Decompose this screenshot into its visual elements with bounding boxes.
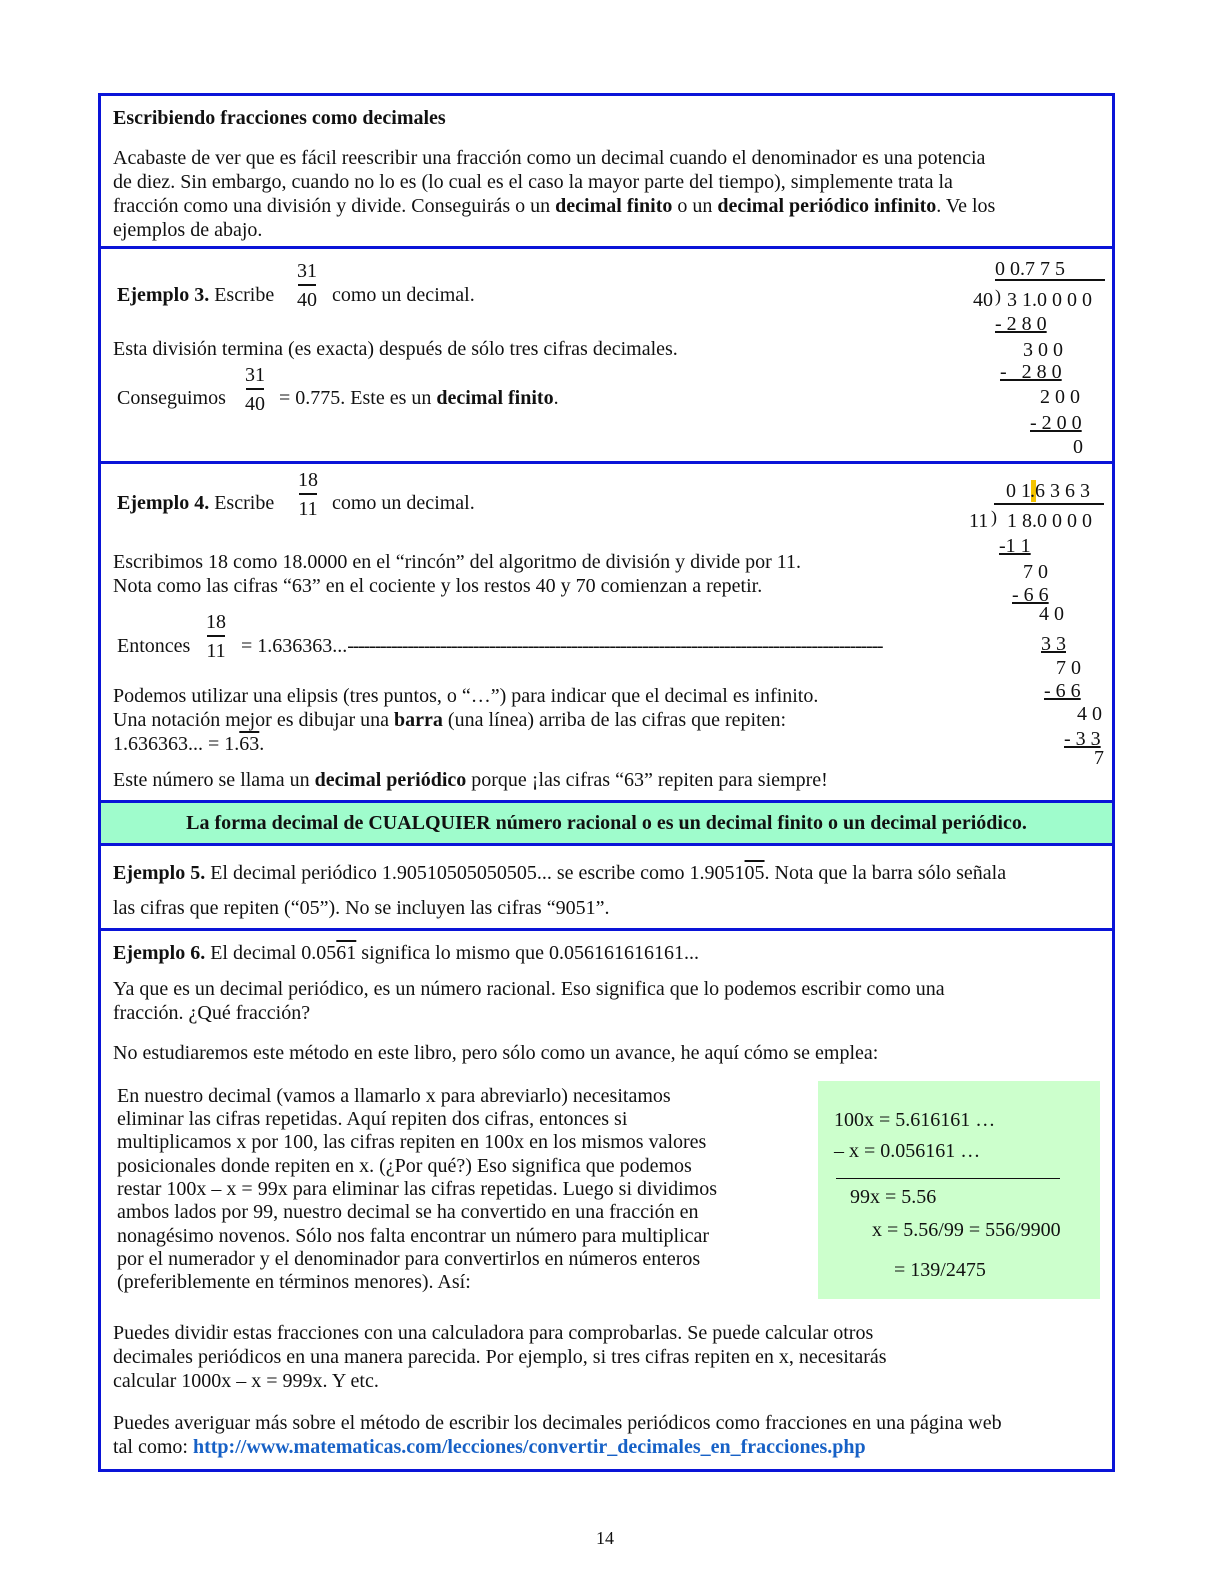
intro-line-1: Acabaste de ver que es fácil reescribir una fracción como un decimal cuando el denominador es una potencia xyxy=(113,147,986,169)
example-4-section: Ejemplo 4. Escribe 18 11 como un decimal. Escribimos 18 como 18.0000 en el “rincón” del algoritmo de división y divide por 11. Nota como las cifras “63” en el cociente y los restos 40 y 70 comienzan a repetir. Entonces 18 11 = 1.636363...-------------------------------------------------------------------------------------------------- Podemos utilizar una elipsis (tres puntos, o “…”) para indicar que el decimal es infinito. Una notación mejor es dibujar una barra (una línea) arriba de las cifras que repiten: 1.636363... = 1.63. Este número se llama un decimal periódico porque ¡las cifras “63” repiten para siempre! 0 1 .6 3 6 3 11 ) 1 8.0 0 0 0 -1 1 7 0 - 6 6 4 0 3 3 7 0 - 6 6 4 0 - 3 3 7 xyxy=(101,464,1112,803)
example-5-line1: Ejemplo 5. El decimal periódico 1.90510505050505... se escribe como 1.905105. Nota que la barra sólo señala xyxy=(113,862,1007,884)
fraction-31-40: 31 40 xyxy=(297,260,317,311)
example-6-p2-line1: Ya que es un decimal periódico, es un número racional. Eso significa que lo podemos escribir como una xyxy=(113,978,945,1000)
example-6-p4-line3: calcular 1000x – x = 999x. Y etc. xyxy=(113,1370,379,1392)
fraction-18-11-then: 18 11 xyxy=(206,611,226,662)
intro-line-2: de diez. Sin embargo, cuando no lo es (lo cual es el caso la mayor parte del tiempo), simplemente trata la xyxy=(113,171,953,193)
intro-section xyxy=(101,96,1112,249)
example-3-line2: Esta división termina (es exacta) después de sólo tres cifras decimales. xyxy=(113,338,678,360)
example-4-line6: Una notación mejor es dibujar una barra (una línea) arriba de las cifras que repiten: xyxy=(113,709,787,731)
key-fact-callout: La forma decimal de CUALQUIER número racional o es un decimal finito o un decimal periódico. xyxy=(101,803,1112,846)
example-3-section: Ejemplo 3. Escribe 31 40 como un decimal. Esta división termina (es exacta) después de sólo tres cifras decimales. Conseguimos 31 40 = 0.775. Este es un decimal finito. 0 0.7 7 5 40 ) 3 1.0 0 0 0 - 2 8 0 3 0 0 - 2 8 0 2 0 0 - 2 0 0 0 xyxy=(101,249,1112,464)
example-6-p2-line2: fracción. ¿Qué fracción? xyxy=(113,1002,311,1024)
intro-line-4: ejemplos de abajo. xyxy=(113,219,263,241)
section-title: Escribiendo fracciones como decimales xyxy=(113,107,446,129)
example-4-then-pre: Entonces xyxy=(117,635,191,657)
reference-link[interactable]: http://www.matematicas.com/lecciones/convertir_decimales_en_fracciones.php xyxy=(192,1436,866,1458)
intro-line-3: fracción como una división y divide. Conseguirás o un decimal finito o un decimal periódico infinito. Ve los xyxy=(113,195,996,217)
example-4-line8: Este número se llama un decimal periódico porque ¡las cifras “63” repiten para siempre! xyxy=(113,769,828,791)
example-3-post: como un decimal. xyxy=(332,284,475,306)
example-4-post: como un decimal. xyxy=(332,492,475,514)
fraction-18-11: 18 11 xyxy=(298,469,318,520)
example-3-heading: Ejemplo 3. Escribe xyxy=(117,284,275,306)
example-5-line2: las cifras que repiten (“05”). No se incluyen las cifras “9051”. xyxy=(113,897,610,919)
example-4-line7: 1.636363... = 1.63. xyxy=(113,733,265,755)
example-3-result-pre: Conseguimos xyxy=(117,387,226,409)
example-6-p3: No estudiaremos este método en este libro, pero sólo como un avance, he aquí cómo se emplea: xyxy=(113,1042,879,1064)
example-6-p5-line1: Puedes averiguar más sobre el método de escribir los decimales periódicos como fracciones en una página web xyxy=(113,1412,1002,1434)
example-4-heading: Ejemplo 4. Escribe xyxy=(117,492,275,514)
example-6-p4-line1: Puedes dividir estas fracciones con una calculadora para comprobarlas. Se puede calcular otros xyxy=(113,1322,874,1344)
example-4-line5: Podemos utilizar una elipsis (tres puntos, o “…”) para indicar que el decimal es infinito. xyxy=(113,685,819,707)
example-4-then-val: = 1.636363...-------------------------------------------------------------------------------------------------- xyxy=(241,635,883,657)
example-4-line2: Escribimos 18 como 18.0000 en el “rincón” del algoritmo de división y divide por 11. xyxy=(113,551,802,573)
calculation-box: 100x = 5.616161 … – x = 0.056161 … 99x = 5.56 x = 5.56/99 = 556/9900 = 139/2475 xyxy=(818,1081,1100,1299)
example-4-line3: Nota como las cifras “63” en el cociente y los restos 40 y 70 comienzan a repetir. xyxy=(113,575,763,597)
example-6-p4-line2: decimales periódicos en una manera parecida. Por ejemplo, si tres cifras repiten en x, necesitarás xyxy=(113,1346,887,1368)
fraction-31-40-result: 31 40 xyxy=(245,364,265,415)
page-number: 14 xyxy=(596,1528,614,1548)
example-6-section: Ejemplo 6. El decimal 0.0561 significa lo mismo que 0.056161616161... Ya que es un decimal periódico, es un número racional. Eso significa que lo podemos escribir como una fracción. ¿Qué fracción? No estudiaremos este método en este libro, pero sólo como un avance, he aquí cómo se emplea: En nuestro decimal (vamos a llamarlo x para abreviarlo) necesitamos eliminar las cifras repetidas. Aquí repiten dos cifras, entonces si multiplicamos x por 100, las cifras repiten en 100x en los mismos valores posicionales donde repiten en x. (¿Por qué?) Eso significa que podemos restar 100x – x = 99x para eliminar las cifras repetidas. Luego si dividimos ambos lados por 99, nuestro decimal se ha convertido en una fracción en nonagésimo novenos. Sólo nos falta encontrar un número para multiplicar por el numerador y el denominador para convertirlos en números enteros (preferiblemente en términos menores). Así: 100x = 5.616161 … – x = 0.056161 … 99x = 5.56 x = 5.56/99 = 556/9900 = 139/2475 Puedes dividir estas fracciones con una calculadora para comprobarlas. Se puede calcular otros decimales periódicos en una manera parecida. Por ejemplo, si tres cifras repiten en x, necesitarás calcular 1000x – x = 999x. Y etc. Puedes averiguar más sobre el método de escribir los decimales periódicos como fracciones en una página web tal como: http://www.matematicas.com/lecciones/convertir_decimales_en_fracciones.php xyxy=(101,931,1112,1469)
example-5-section xyxy=(101,846,1112,931)
example-6-line1: Ejemplo 6. El decimal 0.0561 significa lo mismo que 0.056161616161... xyxy=(113,942,700,964)
content-frame xyxy=(98,93,1115,1472)
example-6-p5-line2: tal como: http://www.matematicas.com/lecciones/convertir_decimales_en_fracciones.php xyxy=(113,1436,866,1458)
example-3-result: = 0.775. Este es un decimal finito. xyxy=(279,387,559,409)
